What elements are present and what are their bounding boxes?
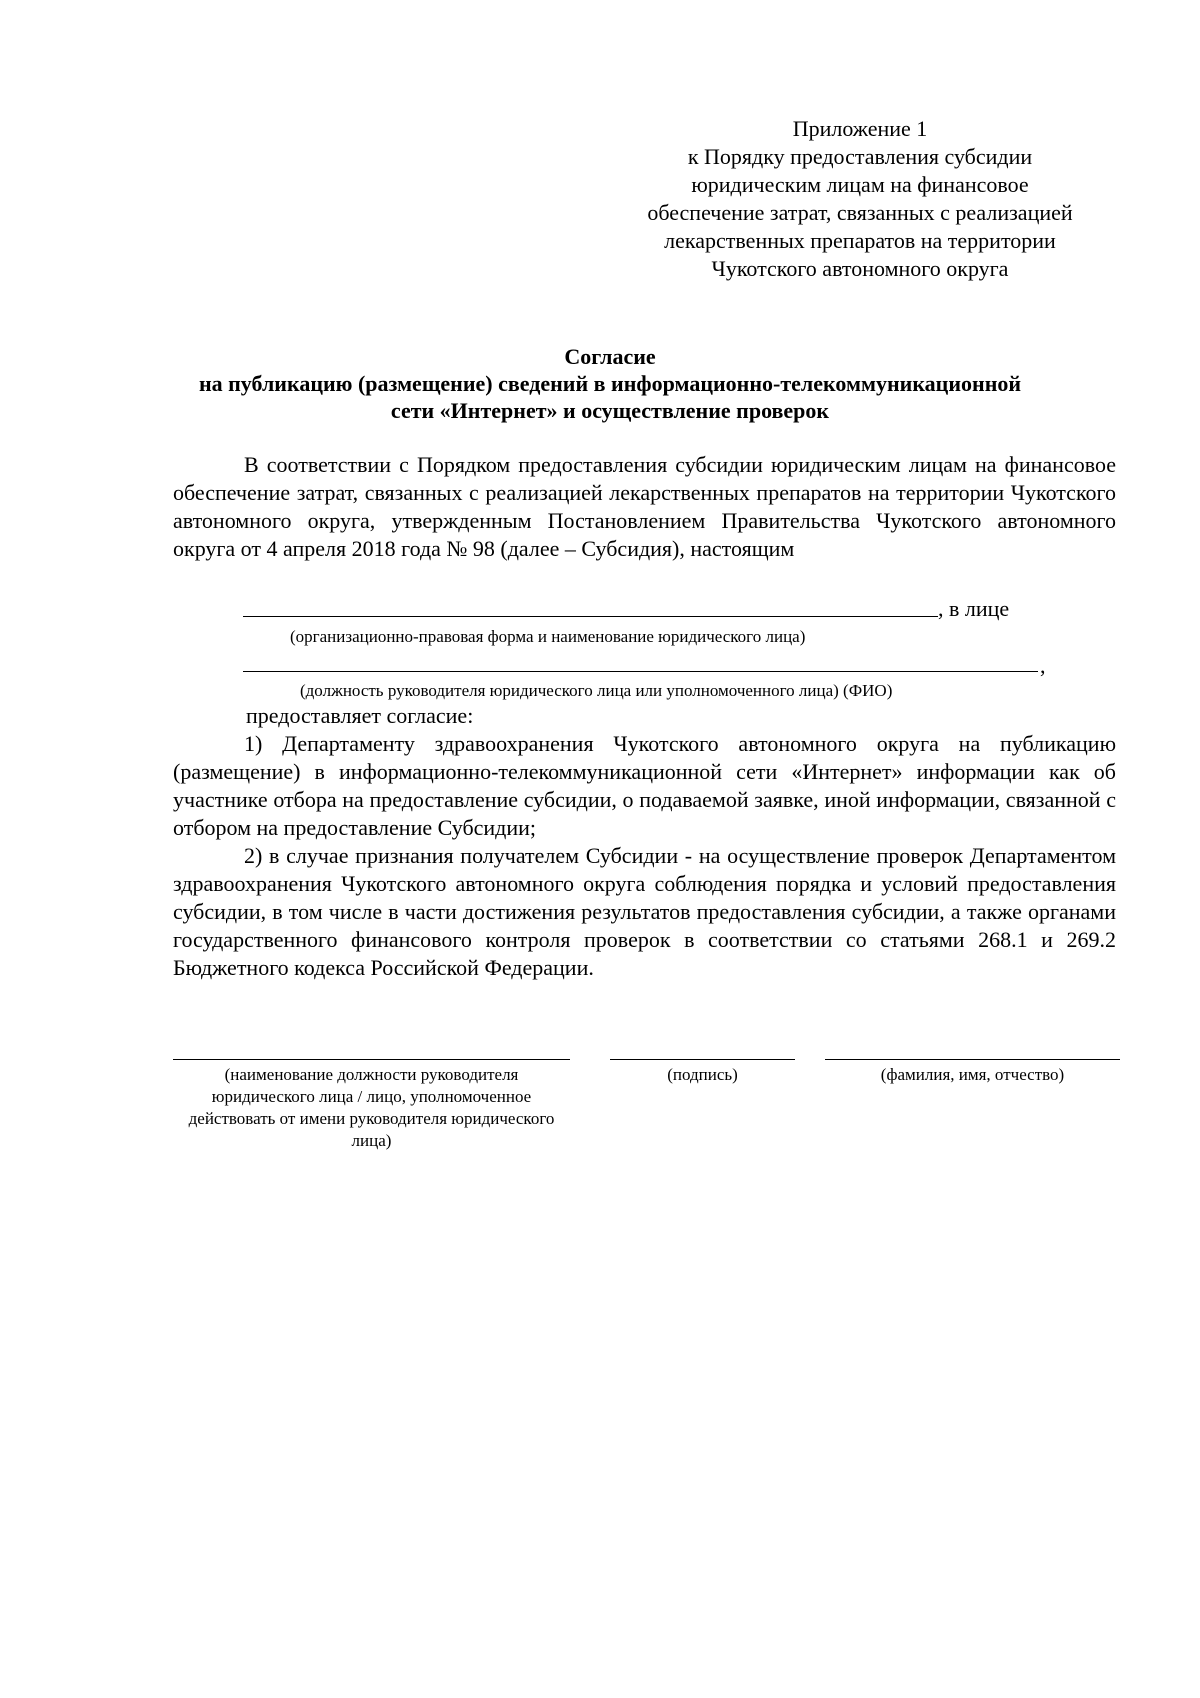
in-person-text: , в лице [938, 596, 1010, 621]
appendix-line: к Порядку предоставления субсидии [687, 144, 1033, 169]
full-name-caption: (фамилия, имя, отчество) [880, 1065, 1065, 1084]
appendix-line: лекарственных препаратов на территории [664, 228, 1056, 253]
signature-caption: (подпись) [667, 1065, 738, 1084]
organization-fill-line[interactable] [243, 616, 938, 617]
appendix-line: Приложение 1 [792, 116, 928, 141]
signature-line[interactable] [610, 1059, 795, 1060]
person-fill-line[interactable] [243, 671, 1038, 672]
title-line-1: Согласие [564, 344, 656, 369]
full-name-line[interactable] [825, 1059, 1120, 1060]
organization-caption: (организационно-правовая форма и наименование юридического лица) [290, 627, 806, 646]
position-caption: (наименование должности руководителя юридического лица / лицо, уполномоченное действовать от имени руководителя юридического лица) [188, 1065, 555, 1150]
person-caption: (должность руководителя юридического лица или уполномоченного лица) (ФИО) [300, 681, 893, 700]
consent-item-1: 1) Департаменту здравоохранения Чукотского автономного округа на публикацию (размещение) в информационно-телекоммуникационной сети «Интернет» информации как об участнике отбора на предоставление субсидии, о подаваемой заявке, иной информации, связанной с отбором на предоставление Субсидии; [173, 731, 1116, 840]
comma-text: , [1040, 653, 1046, 678]
document-title [150, 343, 1070, 424]
consent-item-2: 2) в случае признания получателем Субсидии - на осуществление проверок Департаментом здравоохранения Чукотского автономного округа соблюдения порядка и условий предоставления субсидии, в том числе в части достижения результатов предоставления субсидии, а также органами государственного финансового контроля проверок в соответствии со статьями 268.1 и 269.2 Бюджетного кодекса Российской Федерации. [173, 843, 1116, 980]
position-signature-line[interactable] [173, 1059, 570, 1060]
title-line-3: сети «Интернет» и осуществление проверок [390, 398, 830, 423]
appendix-line: Чукотского автономного округа [711, 256, 1009, 281]
title-line-2: на публикацию (размещение) сведений в информационно-телекоммуникационной [198, 371, 1022, 396]
appendix-header [600, 115, 1120, 283]
appendix-line: юридическим лицам на финансовое [691, 172, 1029, 197]
appendix-line: обеспечение затрат, связанных с реализацией [647, 200, 1073, 225]
grants-consent-text: предоставляет согласие: [246, 703, 474, 728]
intro-paragraph: В соответствии с Порядком предоставления субсидии юридическим лицам на финансовое обеспечение затрат, связанных с реализацией лекарственных препаратов на территории Чукотского автономного округа, утвержденным Постановлением Правительства Чукотского автономного округа от 4 апреля 2018 года № 98 (далее – Субсидия), настоящим [173, 452, 1116, 561]
